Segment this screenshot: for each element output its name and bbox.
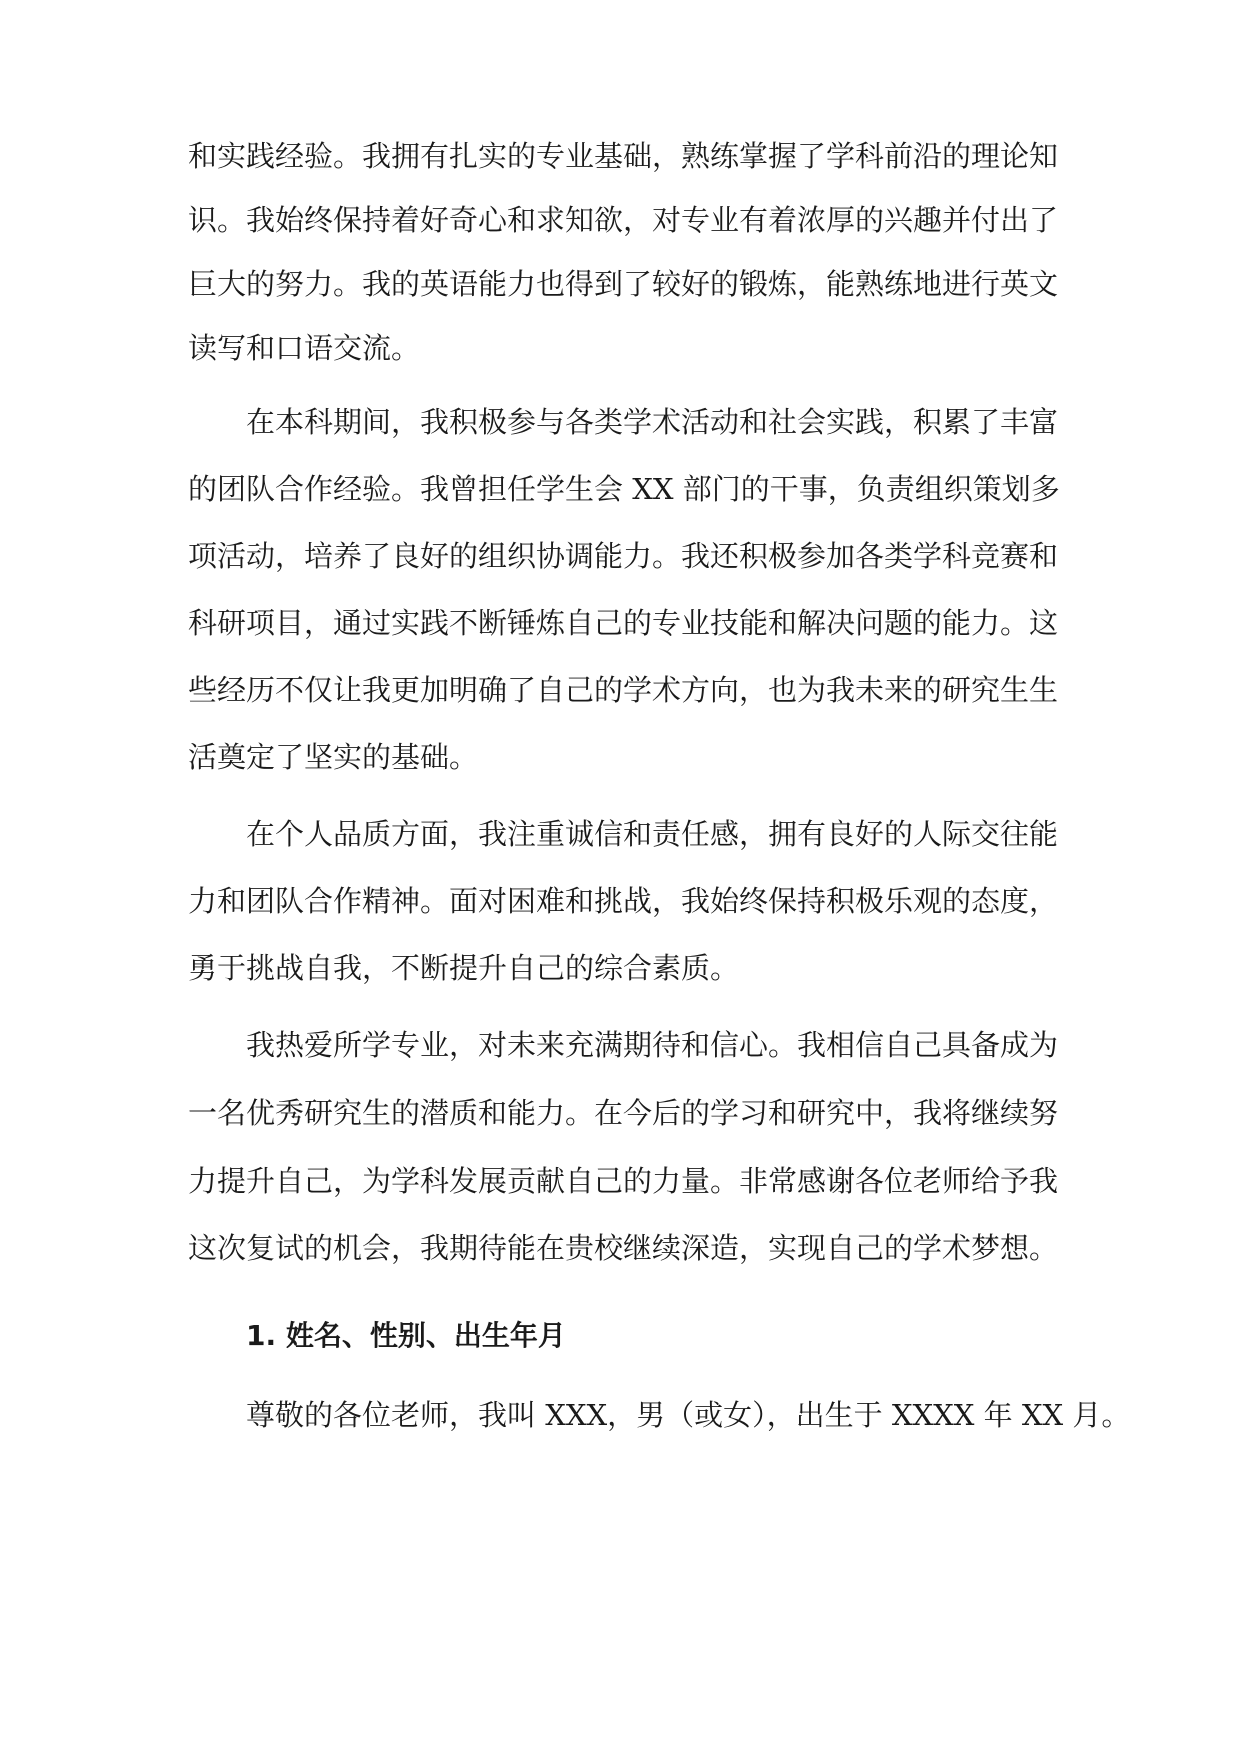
paragraph-2-line-5: 些经历不仅让我更加明确了自己的学术方向，也为我未来的研究生生 — [188, 673, 1059, 707]
paragraph-2-line-2: 的团队合作经验。我曾担任学生会 XX 部门的干事，负责组织策划多 — [188, 472, 1060, 506]
paragraph-3-line-1: 在个人品质方面，我注重诚信和责任感，拥有良好的人际交往能 — [246, 817, 1059, 851]
paragraph-1-line-4: 读写和口语交流。 — [188, 331, 421, 365]
section-heading: 1. 姓名、性别、出生年月 — [246, 1319, 566, 1352]
paragraph-4-line-2: 一名优秀研究生的潜质和能力。在今后的学习和研究中，我将继续努 — [188, 1096, 1059, 1130]
paragraph-3-line-3: 勇于挑战自我，不断提升自己的综合素质。 — [188, 951, 740, 985]
paragraph-4-line-4: 这次复试的机会，我期待能在贵校继续深造，实现自己的学术梦想。 — [188, 1231, 1059, 1265]
paragraph-2-line-6: 活奠定了坚实的基础。 — [188, 740, 479, 774]
paragraph-1-line-2: 识。我始终保持着好奇心和求知欲，对专业有着浓厚的兴趣并付出了 — [188, 203, 1059, 237]
paragraph-1-line-1: 和实践经验。我拥有扎实的专业基础，熟练掌握了学科前沿的理论知 — [188, 139, 1059, 173]
paragraph-3-line-2: 力和团队合作精神。面对困难和挑战，我始终保持积极乐观的态度， — [188, 884, 1059, 918]
paragraph-2-line-1: 在本科期间，我积极参与各类学术活动和社会实践，积累了丰富 — [246, 405, 1059, 439]
paragraph-4-line-3: 力提升自己，为学科发展贡献自己的力量。非常感谢各位老师给予我 — [188, 1164, 1059, 1198]
paragraph-2-line-4: 科研项目，通过实践不断锤炼自己的专业技能和解决问题的能力。这 — [188, 606, 1059, 640]
paragraph-4-line-1: 我热爱所学专业，对未来充满期待和信心。我相信自己具备成为 — [246, 1028, 1059, 1062]
section-paragraph-line-1: 尊敬的各位老师，我叫 XXX，男（或女），出生于 XXXX 年 XX 月。 — [246, 1398, 1131, 1432]
paragraph-2-line-3: 项活动，培养了良好的组织协调能力。我还积极参加各类学科竞赛和 — [188, 539, 1059, 573]
paragraph-1-line-3: 巨大的努力。我的英语能力也得到了较好的锻炼，能熟练地进行英文 — [188, 267, 1059, 301]
